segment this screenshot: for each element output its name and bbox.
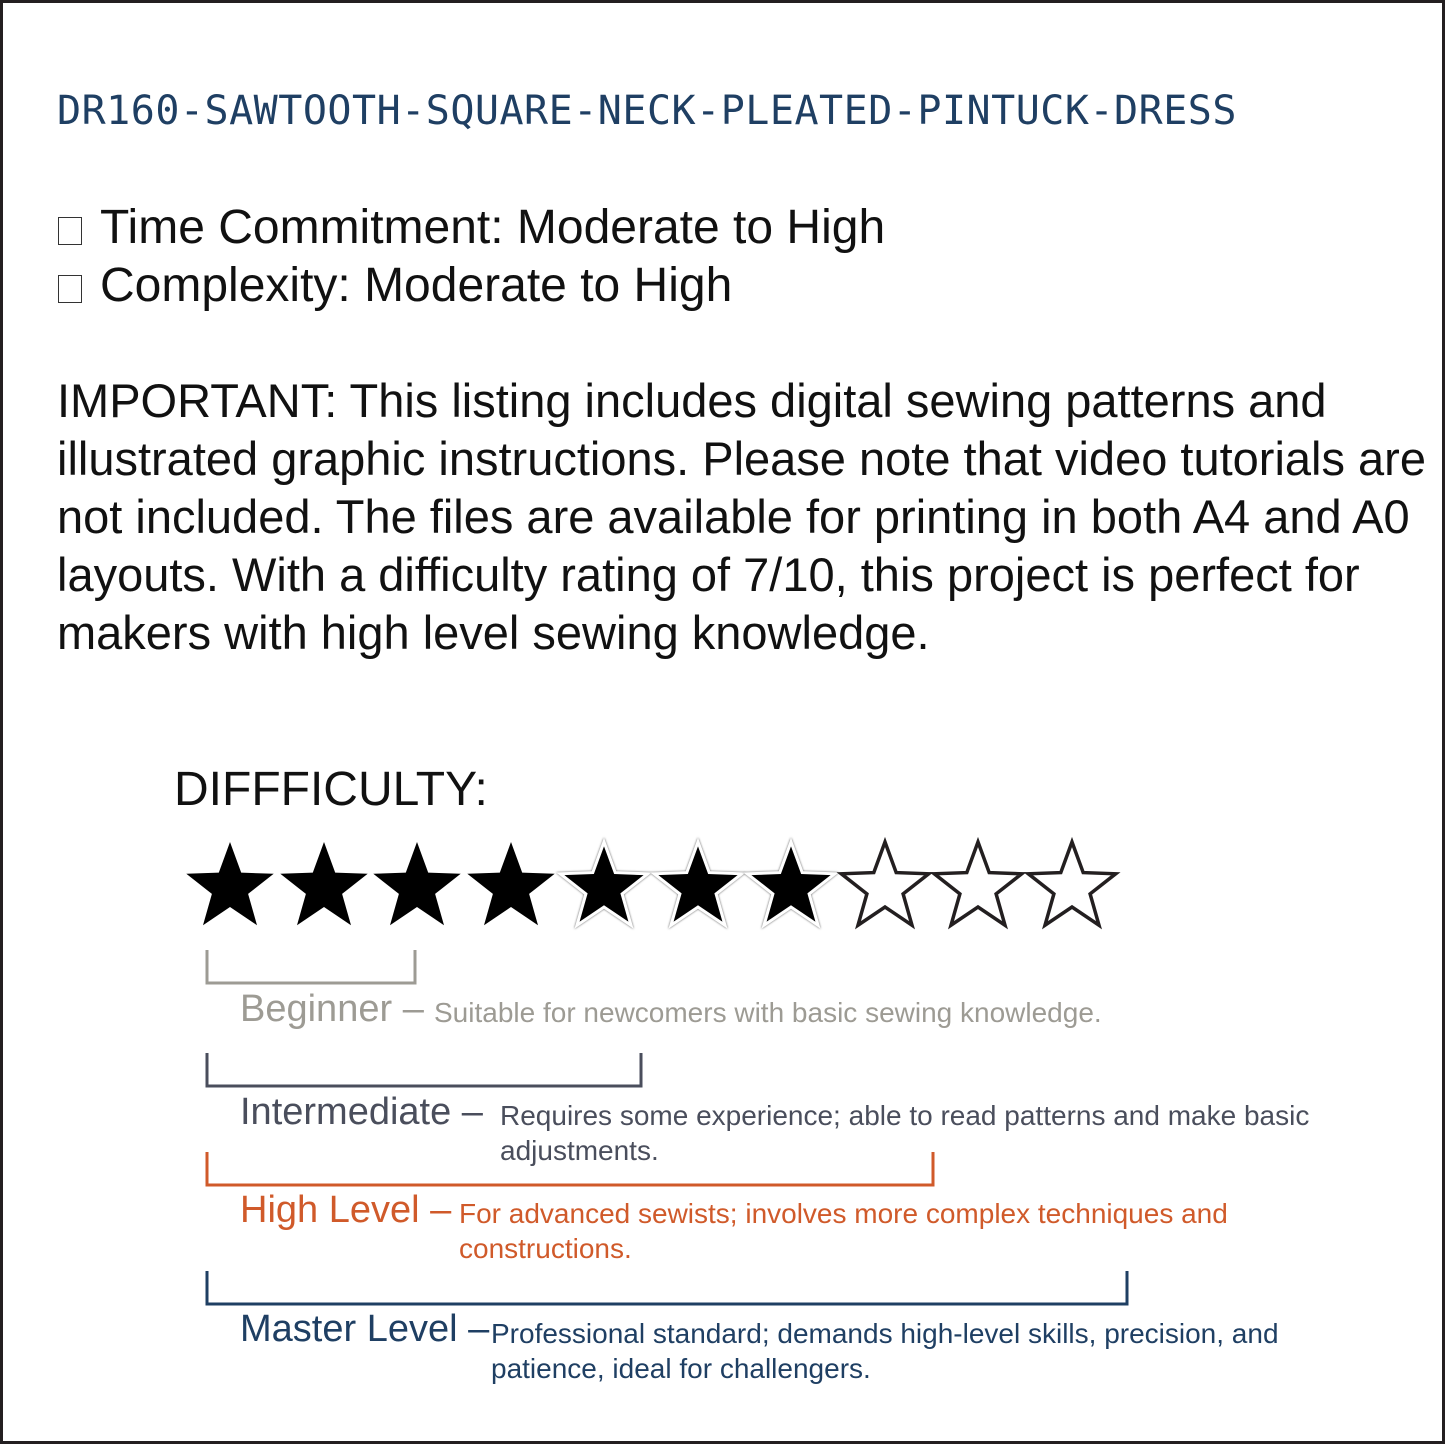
bracket-high-level — [205, 1152, 937, 1188]
spec-label: Complexity: Moderate to High — [100, 259, 733, 312]
level-description: Professional standard; demands high-level skills, precision, and patience, ideal for challengers. — [491, 1318, 1279, 1384]
star-filled-icon — [461, 836, 561, 936]
level-name: Intermediate – — [240, 1091, 483, 1133]
checkbox-icon — [58, 275, 82, 303]
star-outline-icon — [835, 836, 935, 936]
bracket-intermediate — [205, 1053, 645, 1089]
star-filled-icon — [741, 836, 841, 936]
difficulty-title: DIFFFICULTY: — [174, 763, 488, 816]
star-filled-icon — [367, 836, 467, 936]
spec-label: Time Commitment: Moderate to High — [100, 201, 886, 254]
spec-time-commitment — [58, 200, 885, 255]
level-name: Master Level – — [240, 1308, 490, 1350]
star-outline-icon — [1022, 836, 1122, 936]
checkbox-icon — [58, 217, 82, 245]
bracket-master-level — [205, 1271, 1131, 1307]
star-filled-icon — [554, 836, 654, 936]
important-notice: IMPORTANT: This listing includes digital sewing patterns and illustrated graphic instructions. Please note that video tutorials are not included. The files are available for printing in both A4 and A0 layouts. With a difficulty rating of 7/10, this project is perfect for makers with high level sewing knowledge. — [57, 374, 1426, 659]
level-description: Suitable for newcomers with basic sewing knowledge. — [434, 997, 1102, 1028]
level-name: Beginner – — [240, 988, 424, 1030]
bracket-beginner — [205, 950, 419, 986]
star-outline-icon — [928, 836, 1028, 936]
spec-complexity — [58, 258, 732, 313]
star-filled-icon — [274, 836, 374, 936]
level-name: High Level – — [240, 1189, 452, 1231]
star-filled-icon — [648, 836, 748, 936]
level-description: Requires some experience; able to read patterns and make basic adjustments. — [500, 1100, 1310, 1166]
level-description: For advanced sewists; involves more complex techniques and constructions. — [459, 1198, 1228, 1264]
product-code: DR160-SAWTOOTH-SQUARE-NECK-PLEATED-PINTUCK-DRESS — [57, 88, 1237, 134]
star-filled-icon — [180, 836, 280, 936]
